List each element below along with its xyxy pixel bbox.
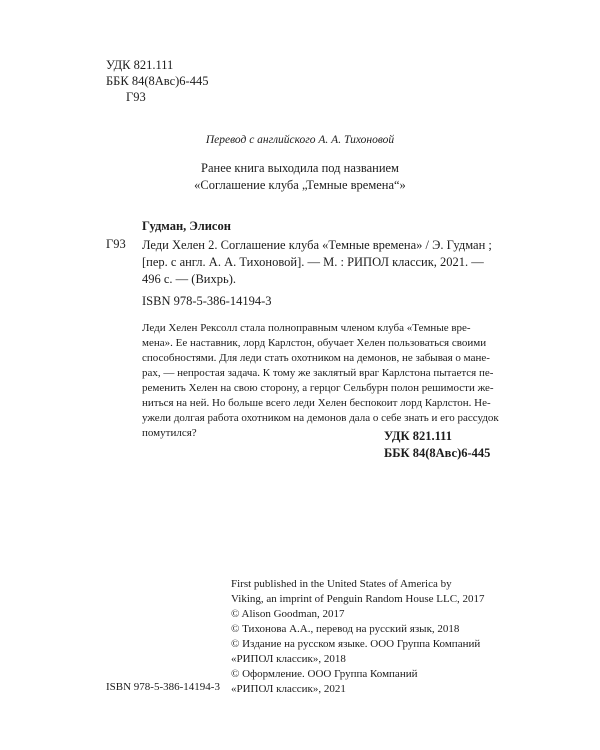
annotation-line: ременить Хелен на свою сторону, а герцог Сельбурн полон решимости же- — [142, 382, 494, 394]
isbn: ISBN 978-5-386-14194-3 — [142, 294, 272, 308]
copyright-line: © Тихонова А.А., перевод на русский язык, 2018 — [231, 623, 460, 635]
classification-codes-right — [384, 428, 490, 462]
copyright-block — [231, 577, 485, 697]
classification-codes — [106, 57, 208, 105]
annotation-line: способностями. Для леди стать охотником на демонов, не забывая о мане- — [142, 352, 490, 364]
annotation — [142, 321, 499, 441]
previous-title-note — [0, 160, 600, 194]
bib-author-mark: Г93 — [106, 237, 126, 251]
udk-code-right: УДК 821.111 — [384, 429, 452, 443]
bbk-code: ББК 84(8Авс)6-445 — [106, 74, 209, 88]
copyright-line: «РИПОЛ классик», 2018 — [231, 653, 346, 665]
previous-title-line-2: «Соглашение клуба „Темные времена“» — [194, 178, 406, 192]
previous-title-line-1: Ранее книга выходила под названием — [201, 161, 399, 175]
copyright-line: Viking, an imprint of Penguin Random House LLC, 2017 — [231, 593, 485, 605]
udk-code: УДК 821.111 — [106, 58, 174, 72]
annotation-line: рах, — непростая задача. К тому же заклятый враг Карлстона пытается пе- — [142, 367, 494, 379]
annotation-line: помутился? — [142, 427, 197, 439]
annotation-line: мена». Ее наставник, лорд Карлстон, обучает Хелен пользоваться своими — [142, 337, 487, 349]
bib-author: Гудман, Элисон — [142, 219, 231, 233]
bibliographic-description — [142, 237, 490, 288]
annotation-line: ужели долгая работа охотником на демонов дала о себе знать и его рассудок — [142, 412, 499, 424]
copyright-line: «РИПОЛ классик», 2021 — [231, 683, 346, 695]
bib-line: [пер. с англ. А. А. Тихоновой]. — М. : РИПОЛ классик, 2021. — — [142, 255, 484, 269]
bbk-code-right: ББК 84(8Авс)6-445 — [384, 446, 491, 460]
annotation-line: Леди Хелен Рексолл стала полноправным членом клуба «Темные вре- — [142, 322, 471, 334]
author-mark: Г93 — [126, 90, 146, 104]
bib-line: Леди Хелен 2. Соглашение клуба «Темные времена» / Э. Гудман ; — [142, 238, 492, 252]
bib-line: 496 с. — (Вихрь). — [142, 272, 236, 286]
copyright-line: © Издание на русском языке. ООО Группа Компаний — [231, 638, 481, 650]
annotation-line: ниться на ней. Но больше всего леди Хелен беспокоит лорд Карлстон. Не- — [142, 397, 491, 409]
copyright-line: © Alison Goodman, 2017 — [231, 608, 345, 620]
copyright-line: © Оформление. ООО Группа Компаний — [231, 668, 418, 680]
isbn-bottom: ISBN 978-5-386-14194-3 — [106, 681, 220, 693]
copyright-line: First published in the United States of America by — [231, 578, 452, 590]
translator-note: Перевод с английского А. А. Тихоновой — [205, 134, 395, 146]
